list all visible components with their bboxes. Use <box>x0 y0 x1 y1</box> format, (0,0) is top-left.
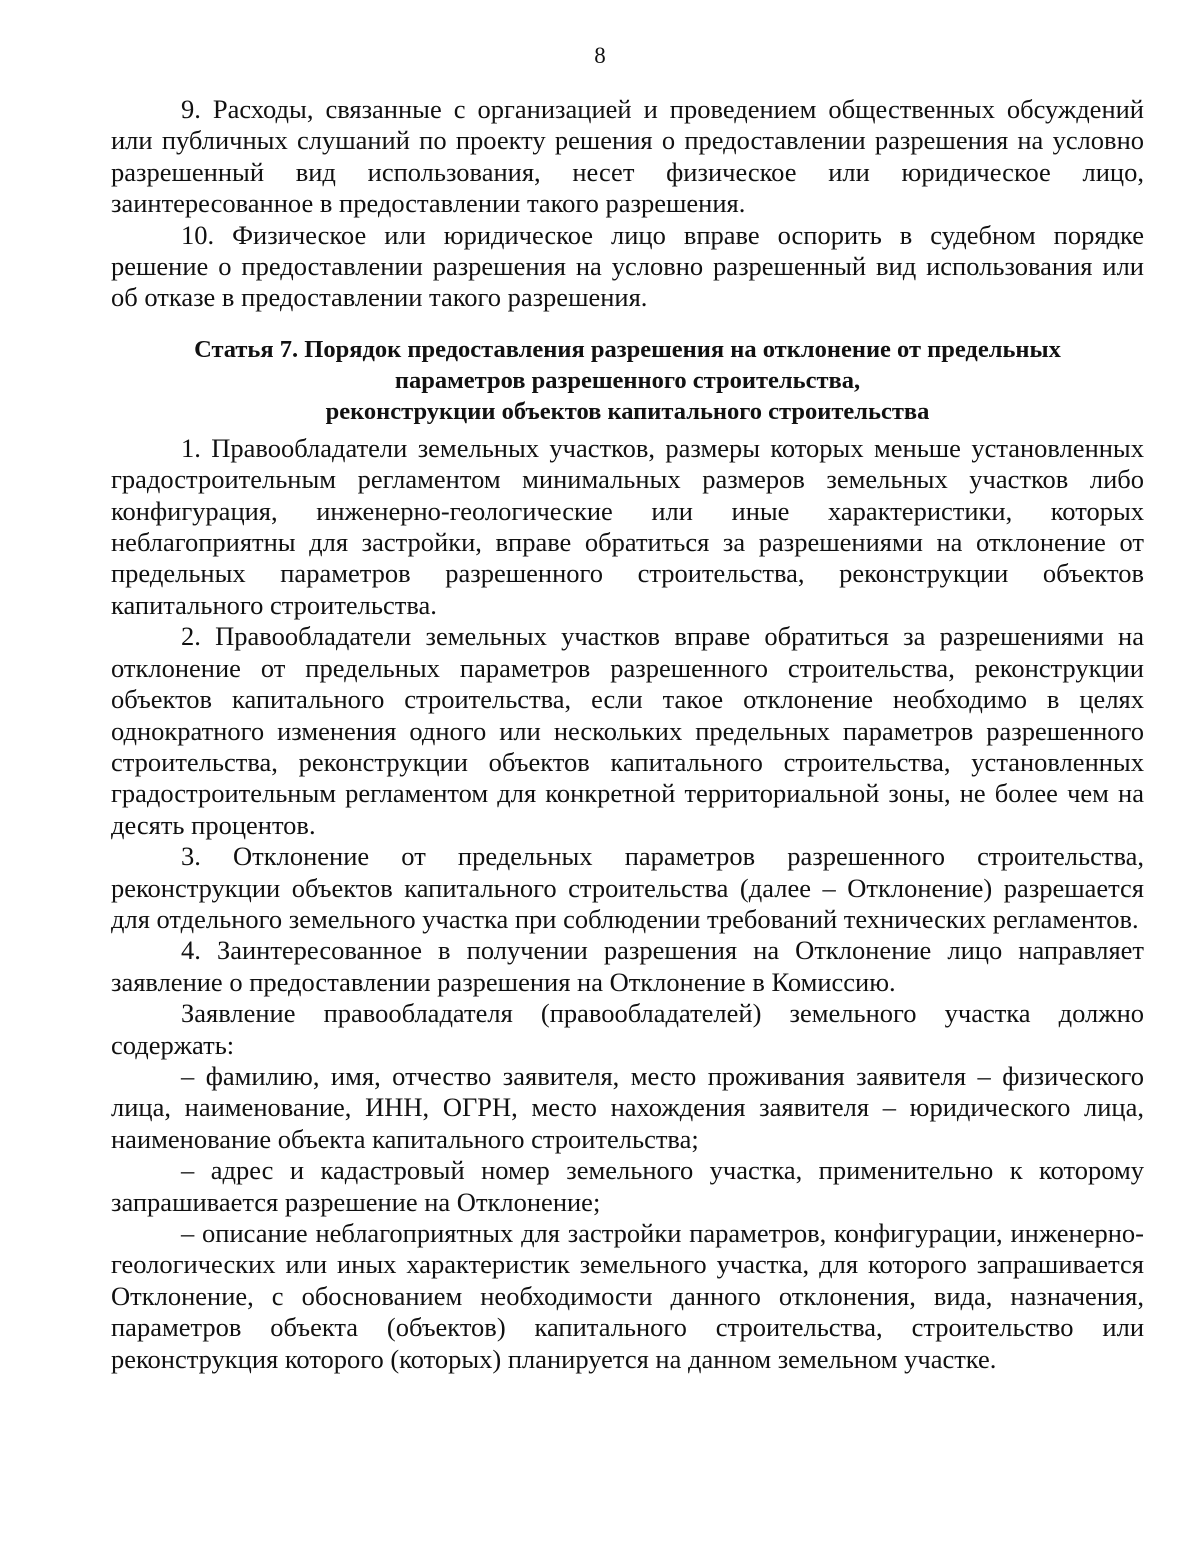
paragraph-10: 10. Физическое или юридическое лицо вправе оспорить в судебном порядке решение о предоставлении разрешения на условно разрешенный вид использования или об отказе в предоставлении такого разрешения. <box>111 219 1144 313</box>
list-item-description: – описание неблагоприятных для застройки параметров, конфигурации, инженерно-геологических или иных характеристик земельного участка, для которого запрашивается Отклонение, с обоснованием необходимости данного отклонения, вида, назначения, параметров объекта (объектов) капитального строительства, строительство или реконструкция которого (которых) планируется на данном земельном участке. <box>111 1218 1144 1374</box>
article-heading <box>111 334 1144 427</box>
document-body <box>111 94 1144 1375</box>
article-paragraph-1: 1. Правообладатели земельных участков, размеры которых меньше установленных градостроительным регламентом минимальных размеров земельных участков либо конфигурация, инженерно-геологические или иные характеристики, которых неблагоприятны для застройки, вправе обратиться за разрешениями на отклонение от предельных параметров разрешенного строительства, реконструкции объектов капитального строительства. <box>111 432 1144 620</box>
paragraph-9: 9. Расходы, связанные с организацией и проведением общественных обсуждений или публичных слушаний по проекту решения о предоставлении разрешения на условно разрешенный вид использования, несет физическое или юридическое лицо, заинтересованное в предоставлении такого разрешения. <box>111 94 1144 219</box>
page-number: 8 <box>594 43 606 68</box>
article-heading-line-2: параметров разрешенного строительства, <box>394 366 861 394</box>
list-item-applicant-details: – фамилию, имя, отчество заявителя, место проживания заявителя – физического лица, наименование, ИНН, ОГРН, место нахождения заявителя – юридического лица, наименование объекта капитального строительства; <box>111 1060 1144 1154</box>
article-heading-line-1: Статья 7. Порядок предоставления разрешения на отклонение от предельных <box>194 335 1061 363</box>
article-paragraph-4: 4. Заинтересованное в получении разрешения на Отклонение лицо направляет заявление о предоставлении разрешения на Отклонение в Комиссию. <box>111 935 1144 997</box>
article-paragraph-3: 3. Отклонение от предельных параметров разрешенного строительства, реконструкции объектов капитального строительства (далее – Отклонение) разрешается для отдельного земельного участка при соблюдении требований технических регламентов. <box>111 841 1144 934</box>
article-paragraph-2: 2. Правообладатели земельных участков вправе обратиться за разрешениями на отклонение от предельных параметров разрешенного строительства, реконструкции объектов капитального строительства, если такое отклонение необходимо в целях однократного изменения одного или нескольких предельных параметров разрешенного строительства, реконструкции объектов капитального строительства, установленных градостроительным регламентом для конкретной территориальной зоны, не более чем на десять процентов. <box>111 621 1144 840</box>
article-heading-line-3: реконструкции объектов капитального строительства <box>325 397 930 425</box>
list-item-address-cadastral: – адрес и кадастровый номер земельного участка, применительно к которому запрашивается разрешение на Отклонение; <box>111 1155 1144 1217</box>
application-contents-intro: Заявление правообладателя (правообладателей) земельного участка должно содержать: <box>111 998 1144 1060</box>
